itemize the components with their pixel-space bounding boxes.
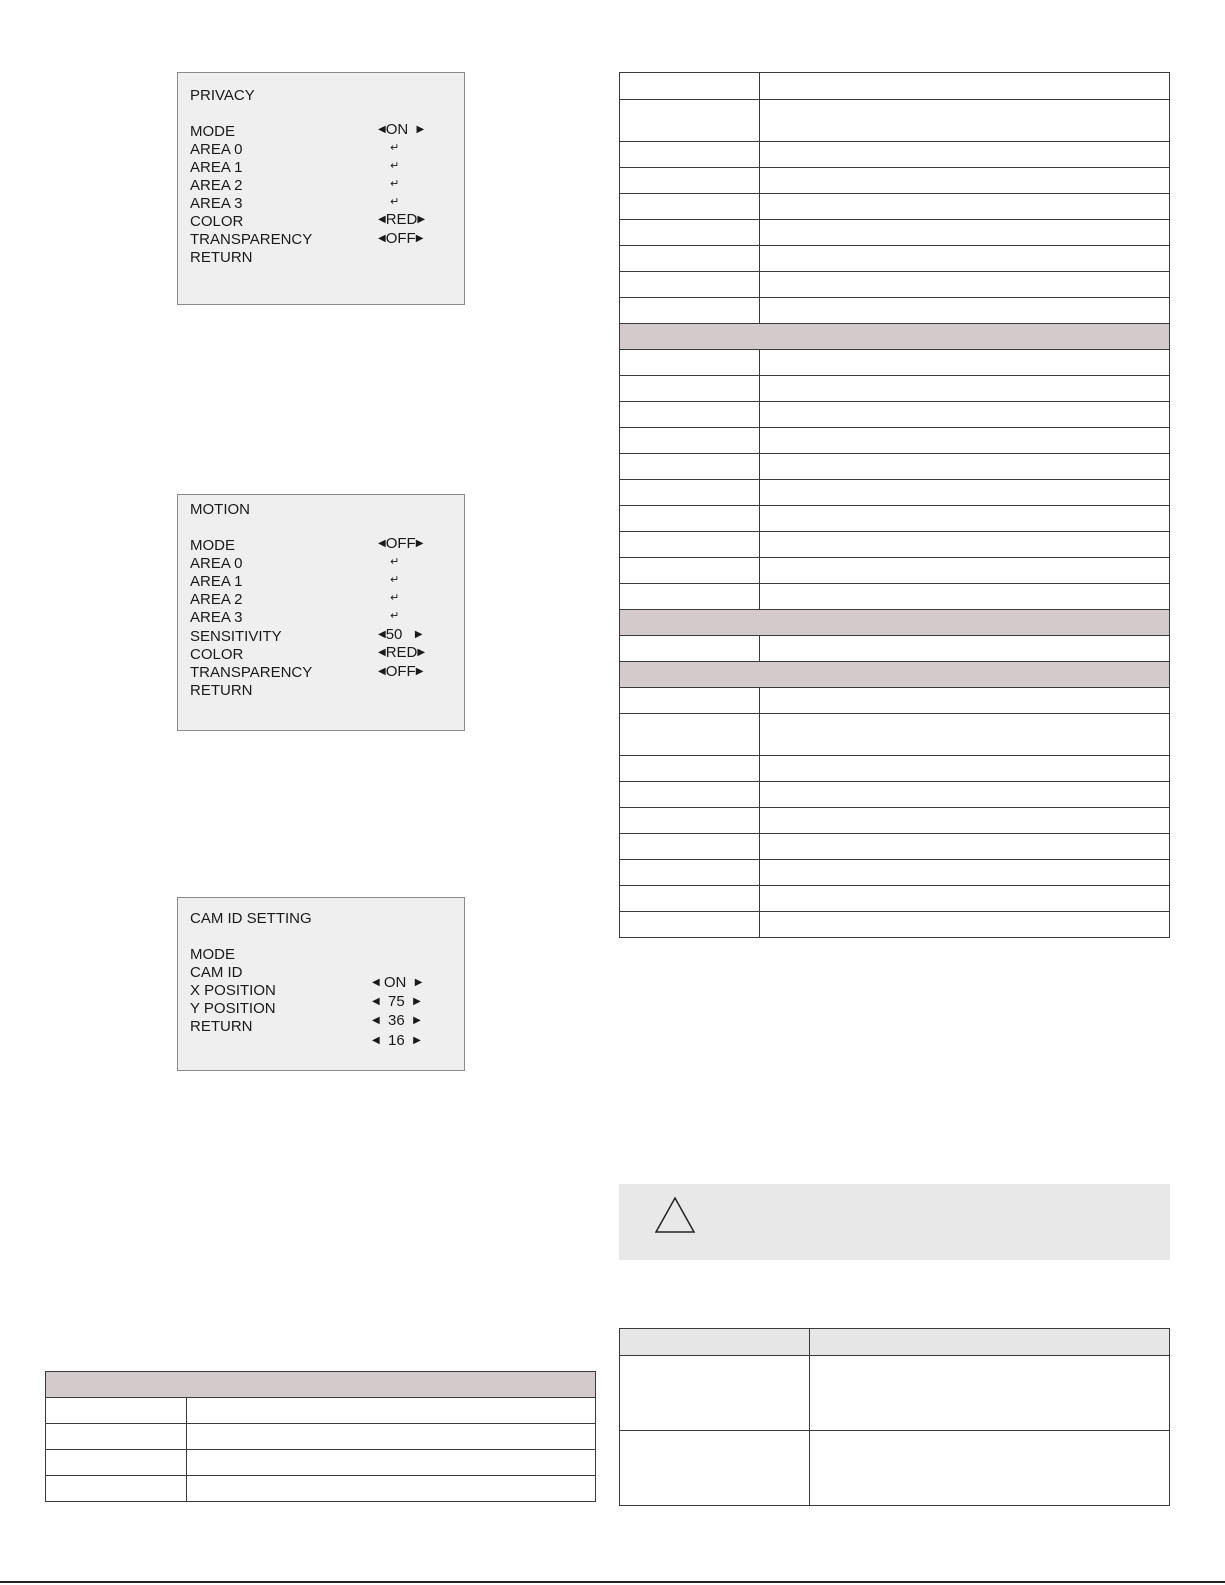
table-row bbox=[620, 782, 1170, 808]
table-cell bbox=[620, 532, 760, 558]
table-cell bbox=[620, 272, 760, 298]
enter-icon[interactable]: ↵ bbox=[390, 592, 400, 604]
enter-icon[interactable]: ↵ bbox=[390, 196, 400, 208]
table-cell bbox=[620, 324, 1170, 350]
table-cell bbox=[760, 912, 1170, 938]
table-cell bbox=[620, 584, 760, 610]
motion-sensitivity-value[interactable]: ◀50 ▶ bbox=[378, 626, 423, 643]
table-cell bbox=[620, 220, 760, 246]
table-cell bbox=[760, 808, 1170, 834]
triangle-right-icon[interactable]: ▶ bbox=[413, 1035, 421, 1046]
table-cell bbox=[760, 73, 1170, 100]
table-cell bbox=[760, 584, 1170, 610]
camid-menu bbox=[177, 897, 465, 1071]
table-cell bbox=[620, 1431, 810, 1506]
table-cell bbox=[620, 662, 1170, 688]
motion-item-sensitivity[interactable]: SENSITIVITY bbox=[190, 628, 282, 645]
table-cell bbox=[620, 454, 760, 480]
table-row bbox=[620, 428, 1170, 454]
table-row bbox=[620, 1356, 1170, 1431]
table-cell bbox=[620, 73, 760, 100]
table-cell bbox=[760, 220, 1170, 246]
triangle-left-icon[interactable]: ◀ bbox=[378, 647, 386, 658]
table-cell bbox=[760, 194, 1170, 220]
motion-item-area-3[interactable]: AREA 3 bbox=[190, 609, 243, 626]
right-spec-table bbox=[619, 72, 1170, 938]
triangle-left-icon[interactable]: ◀ bbox=[378, 214, 386, 225]
table-cell bbox=[620, 636, 760, 662]
table-section-row bbox=[620, 610, 1170, 636]
triangle-right-icon[interactable]: ▶ bbox=[414, 977, 423, 988]
privacy-color-value[interactable]: ◀RED▶ bbox=[378, 211, 426, 228]
table-cell bbox=[187, 1398, 596, 1424]
table-cell bbox=[810, 1329, 1170, 1356]
triangle-right-icon[interactable]: ▶ bbox=[417, 214, 426, 225]
motion-title: MOTION bbox=[190, 501, 250, 518]
table-row bbox=[620, 480, 1170, 506]
table-cell bbox=[187, 1476, 596, 1502]
table-cell bbox=[760, 886, 1170, 912]
bottom-right-table bbox=[619, 1328, 1170, 1506]
table-row bbox=[620, 350, 1170, 376]
table-section-row bbox=[620, 662, 1170, 688]
table-cell bbox=[760, 506, 1170, 532]
table-cell bbox=[620, 1329, 810, 1356]
table-row bbox=[620, 194, 1170, 220]
camid-item-return[interactable]: RETURN bbox=[190, 1018, 253, 1035]
table-section-row bbox=[620, 324, 1170, 350]
triangle-left-icon[interactable]: ◀ bbox=[372, 977, 380, 988]
motion-item-color[interactable]: COLOR bbox=[190, 646, 244, 663]
table-cell bbox=[46, 1372, 596, 1398]
table-row bbox=[620, 168, 1170, 194]
table-row bbox=[620, 142, 1170, 168]
motion-item-mode[interactable]: MODE bbox=[190, 537, 235, 554]
privacy-item-area-1[interactable]: AREA 1 bbox=[190, 159, 243, 176]
table-row bbox=[46, 1450, 596, 1476]
table-row bbox=[620, 376, 1170, 402]
table-cell bbox=[760, 454, 1170, 480]
motion-color-value[interactable]: ◀RED▶ bbox=[378, 644, 426, 661]
table-cell bbox=[620, 808, 760, 834]
privacy-item-transparency[interactable]: TRANSPARENCY bbox=[190, 231, 313, 248]
table-cell bbox=[620, 782, 760, 808]
table-row bbox=[620, 808, 1170, 834]
table-cell bbox=[620, 912, 760, 938]
motion-item-area-1[interactable]: AREA 1 bbox=[190, 573, 243, 590]
table-row bbox=[620, 298, 1170, 324]
table-header-row bbox=[46, 1372, 596, 1398]
camid-item-cam-id[interactable]: CAM ID bbox=[190, 964, 243, 981]
table-cell bbox=[187, 1424, 596, 1450]
table-row bbox=[620, 73, 1170, 100]
table-cell bbox=[760, 636, 1170, 662]
motion-transparency-value[interactable]: ◀OFF▶ bbox=[378, 663, 424, 680]
caution-notice bbox=[619, 1184, 1170, 1260]
enter-icon[interactable]: ↵ bbox=[390, 178, 400, 190]
table-row bbox=[620, 714, 1170, 756]
triangle-right-icon[interactable]: ▶ bbox=[415, 666, 424, 677]
triangle-right-icon[interactable]: ▶ bbox=[413, 1015, 421, 1026]
table-row bbox=[620, 272, 1170, 298]
table-cell bbox=[760, 402, 1170, 428]
table-cell bbox=[760, 714, 1170, 756]
table-row bbox=[620, 558, 1170, 584]
camid-value-2[interactable]: ◀ 75 ▶ bbox=[372, 993, 421, 1010]
table-cell bbox=[620, 298, 760, 324]
table-cell bbox=[620, 142, 760, 168]
camid-value-3[interactable]: ◀ 36 ▶ bbox=[372, 1012, 421, 1029]
table-cell bbox=[760, 298, 1170, 324]
left-spec-table bbox=[45, 1371, 596, 1502]
table-cell bbox=[760, 376, 1170, 402]
table-cell bbox=[760, 428, 1170, 454]
table-cell bbox=[620, 428, 760, 454]
enter-icon[interactable]: ↵ bbox=[390, 574, 400, 586]
table-cell bbox=[620, 860, 760, 886]
table-cell bbox=[46, 1450, 187, 1476]
table-cell bbox=[620, 194, 760, 220]
privacy-item-area-0[interactable]: AREA 0 bbox=[190, 141, 243, 158]
triangle-right-icon[interactable]: ▶ bbox=[413, 996, 421, 1007]
motion-item-transparency[interactable]: TRANSPARENCY bbox=[190, 664, 313, 681]
privacy-item-area-2[interactable]: AREA 2 bbox=[190, 177, 243, 194]
triangle-right-icon[interactable]: ▶ bbox=[416, 124, 425, 135]
warning-triangle-icon bbox=[654, 1196, 696, 1234]
privacy-title: PRIVACY bbox=[190, 87, 255, 104]
table-cell bbox=[620, 376, 760, 402]
table-row bbox=[620, 834, 1170, 860]
table-row bbox=[620, 1431, 1170, 1506]
table-cell bbox=[760, 688, 1170, 714]
triangle-left-icon[interactable]: ◀ bbox=[372, 1035, 380, 1046]
table-cell bbox=[760, 558, 1170, 584]
privacy-item-return[interactable]: RETURN bbox=[190, 249, 253, 266]
camid-value-1[interactable]: ◀ ON ▶ bbox=[372, 974, 423, 991]
enter-icon[interactable]: ↵ bbox=[390, 160, 400, 172]
table-cell bbox=[810, 1356, 1170, 1431]
table-cell bbox=[760, 100, 1170, 142]
table-cell bbox=[46, 1476, 187, 1502]
table-cell bbox=[760, 168, 1170, 194]
table-cell bbox=[620, 480, 760, 506]
table-cell bbox=[46, 1398, 187, 1424]
table-cell bbox=[620, 168, 760, 194]
table-row bbox=[620, 506, 1170, 532]
motion-item-area-2[interactable]: AREA 2 bbox=[190, 591, 243, 608]
table-row bbox=[620, 756, 1170, 782]
table-cell bbox=[620, 246, 760, 272]
table-cell bbox=[620, 714, 760, 756]
table-cell bbox=[760, 480, 1170, 506]
triangle-left-icon[interactable]: ◀ bbox=[378, 233, 386, 244]
triangle-right-icon[interactable]: ▶ bbox=[415, 538, 424, 549]
table-cell bbox=[620, 688, 760, 714]
table-row bbox=[620, 584, 1170, 610]
table-cell bbox=[187, 1450, 596, 1476]
triangle-left-icon[interactable]: ◀ bbox=[372, 1015, 380, 1026]
privacy-transparency-value[interactable]: ◀OFF▶ bbox=[378, 230, 424, 247]
table-cell bbox=[46, 1424, 187, 1450]
table-row bbox=[620, 246, 1170, 272]
motion-item-area-0[interactable]: AREA 0 bbox=[190, 555, 243, 572]
table-row bbox=[46, 1476, 596, 1502]
camid-title: CAM ID SETTING bbox=[190, 910, 312, 927]
camid-item-y-position[interactable]: Y POSITION bbox=[190, 1000, 276, 1017]
table-cell bbox=[760, 756, 1170, 782]
camid-value-4[interactable]: ◀ 16 ▶ bbox=[372, 1032, 421, 1049]
table-row bbox=[620, 220, 1170, 246]
triangle-left-icon[interactable]: ◀ bbox=[372, 996, 380, 1007]
table-header-row bbox=[620, 1329, 1170, 1356]
table-cell bbox=[760, 272, 1170, 298]
table-cell bbox=[810, 1431, 1170, 1506]
privacy-item-mode[interactable]: MODE bbox=[190, 123, 235, 140]
table-cell bbox=[760, 142, 1170, 168]
table-row bbox=[620, 636, 1170, 662]
table-row bbox=[620, 688, 1170, 714]
enter-icon[interactable]: ↵ bbox=[390, 610, 400, 622]
triangle-left-icon[interactable]: ◀ bbox=[378, 124, 386, 135]
table-cell bbox=[620, 558, 760, 584]
motion-item-return[interactable]: RETURN bbox=[190, 682, 253, 699]
table-row bbox=[620, 860, 1170, 886]
table-row bbox=[46, 1398, 596, 1424]
triangle-right-icon[interactable]: ▶ bbox=[417, 647, 426, 658]
table-cell bbox=[620, 610, 1170, 636]
table-cell bbox=[620, 886, 760, 912]
table-row bbox=[620, 886, 1170, 912]
camid-item-x-position[interactable]: X POSITION bbox=[190, 982, 276, 999]
table-cell bbox=[620, 756, 760, 782]
table-cell bbox=[620, 402, 760, 428]
table-row bbox=[46, 1424, 596, 1450]
table-row bbox=[620, 100, 1170, 142]
triangle-left-icon[interactable]: ◀ bbox=[378, 629, 386, 640]
privacy-item-area-3[interactable]: AREA 3 bbox=[190, 195, 243, 212]
triangle-left-icon[interactable]: ◀ bbox=[378, 666, 386, 677]
enter-icon[interactable]: ↵ bbox=[390, 142, 400, 154]
camid-item-mode[interactable]: MODE bbox=[190, 946, 235, 963]
triangle-left-icon[interactable]: ◀ bbox=[378, 538, 386, 549]
table-cell bbox=[620, 834, 760, 860]
table-cell bbox=[620, 100, 760, 142]
triangle-right-icon[interactable]: ▶ bbox=[415, 233, 424, 244]
table-row bbox=[620, 532, 1170, 558]
table-cell bbox=[620, 506, 760, 532]
privacy-item-color[interactable]: COLOR bbox=[190, 213, 244, 230]
triangle-right-icon[interactable]: ▶ bbox=[414, 629, 423, 640]
table-cell bbox=[620, 350, 760, 376]
motion-mode-value[interactable]: ◀OFF▶ bbox=[378, 535, 424, 552]
table-cell bbox=[760, 246, 1170, 272]
footer-rule bbox=[0, 1581, 1225, 1583]
table-cell bbox=[760, 860, 1170, 886]
table-cell bbox=[760, 350, 1170, 376]
table-cell bbox=[620, 1356, 810, 1431]
privacy-menu bbox=[177, 72, 465, 305]
table-row bbox=[620, 912, 1170, 938]
table-cell bbox=[760, 532, 1170, 558]
table-cell bbox=[760, 782, 1170, 808]
table-row bbox=[620, 454, 1170, 480]
motion-menu bbox=[177, 494, 465, 731]
enter-icon[interactable]: ↵ bbox=[390, 556, 400, 568]
privacy-mode-value[interactable]: ◀ON ▶ bbox=[378, 121, 425, 138]
table-row bbox=[620, 402, 1170, 428]
table-cell bbox=[760, 834, 1170, 860]
